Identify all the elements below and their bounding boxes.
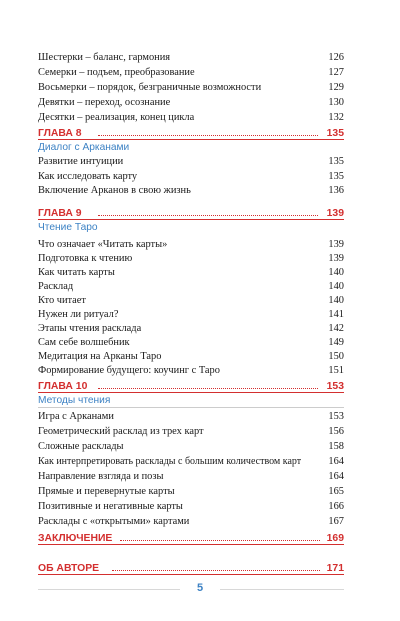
toc-entry[interactable] bbox=[38, 170, 344, 183]
entry-page: 151 bbox=[328, 365, 344, 376]
toc-entry[interactable] bbox=[38, 111, 344, 124]
toc-entry[interactable] bbox=[38, 155, 344, 168]
dot-leader bbox=[98, 384, 318, 389]
toc-entry[interactable] bbox=[38, 280, 344, 293]
toc-entry[interactable] bbox=[38, 96, 344, 109]
entry-title: Что означает «Читать карты» bbox=[38, 239, 168, 250]
toc-entry[interactable] bbox=[38, 515, 344, 528]
toc-entry[interactable] bbox=[38, 266, 344, 279]
toc-entry[interactable] bbox=[38, 350, 344, 363]
entry-page: 130 bbox=[328, 97, 344, 108]
entry-title: Сам себе волшебник bbox=[38, 337, 130, 348]
entry-page: 153 bbox=[328, 411, 344, 422]
chapter-9-heading[interactable] bbox=[38, 207, 344, 220]
chapter-10-heading[interactable] bbox=[38, 380, 344, 393]
toc-entry[interactable] bbox=[38, 485, 344, 498]
dot-leader bbox=[120, 536, 320, 541]
toc-entry[interactable] bbox=[38, 500, 344, 513]
chapter-title: ГЛАВА 9 bbox=[38, 208, 82, 219]
entry-page: 149 bbox=[328, 337, 344, 348]
page-number: 5 bbox=[196, 582, 204, 594]
entry-page: 158 bbox=[328, 441, 344, 452]
entry-title: Включение Арканов в свою жизнь bbox=[38, 185, 191, 196]
dot-leader bbox=[112, 566, 320, 571]
chapter-8-heading[interactable] bbox=[38, 127, 344, 140]
entry-title: Медитация на Арканы Таро bbox=[38, 351, 162, 362]
entry-title: Кто читает bbox=[38, 295, 86, 306]
chapter-10-subtitle: Методы чтения bbox=[38, 395, 111, 406]
entry-page: 140 bbox=[328, 295, 344, 306]
entry-title: Как читать карты bbox=[38, 267, 115, 278]
entry-page: 141 bbox=[328, 309, 344, 320]
toc-entry[interactable] bbox=[38, 308, 344, 321]
entry-title: Геометрический расклад из трех карт bbox=[38, 426, 204, 437]
toc-entry[interactable] bbox=[38, 294, 344, 307]
entry-title: Позитивные и негативные карты bbox=[38, 501, 183, 512]
entry-title: Направление взгляда и позы bbox=[38, 471, 164, 482]
chapter-page: 135 bbox=[326, 128, 344, 139]
entry-title: Подготовка к чтению bbox=[38, 253, 133, 264]
toc-entry[interactable] bbox=[38, 81, 344, 94]
toc-entry[interactable] bbox=[38, 238, 344, 251]
entry-title: Игра с Арканами bbox=[38, 411, 114, 422]
toc-entry[interactable] bbox=[38, 252, 344, 265]
toc-entry[interactable] bbox=[38, 410, 344, 423]
entry-page: 140 bbox=[328, 281, 344, 292]
entry-page: 132 bbox=[328, 112, 344, 123]
chapter-page: 153 bbox=[326, 381, 344, 392]
entry-page: 136 bbox=[328, 185, 344, 196]
entry-page: 127 bbox=[328, 67, 344, 78]
entry-page: 164 bbox=[328, 471, 344, 482]
toc-entry[interactable] bbox=[38, 364, 344, 377]
toc-entry[interactable] bbox=[38, 336, 344, 349]
toc-entry[interactable] bbox=[38, 184, 344, 197]
divider bbox=[38, 407, 344, 408]
chapter-9-subtitle: Чтение Таро bbox=[38, 222, 98, 233]
entry-page: 126 bbox=[328, 52, 344, 63]
entry-title: Шестерки – баланс, гармония bbox=[38, 52, 171, 63]
entry-title: Восьмерки – порядок, безграничные возможности bbox=[38, 82, 262, 93]
dot-leader bbox=[98, 211, 318, 216]
entry-title: Семерки – подъем, преобразование bbox=[38, 67, 195, 78]
about-author-heading[interactable] bbox=[38, 562, 344, 575]
entry-page: 139 bbox=[328, 239, 344, 250]
entry-page: 150 bbox=[328, 351, 344, 362]
entry-title: Как интерпретировать расклады с большим количеством карт bbox=[38, 456, 302, 467]
entry-title: Девятки – переход, осознание bbox=[38, 97, 171, 108]
entry-title: Сложные расклады bbox=[38, 441, 124, 452]
toc-entry[interactable] bbox=[38, 455, 344, 468]
dot-leader bbox=[98, 131, 318, 136]
toc-entry[interactable] bbox=[38, 425, 344, 438]
entry-title: Как исследовать карту bbox=[38, 171, 138, 182]
entry-title: Развитие интуиции bbox=[38, 156, 124, 167]
chapter-title: ГЛАВА 10 bbox=[38, 381, 88, 392]
entry-title: Расклад bbox=[38, 281, 74, 292]
chapter-page: 169 bbox=[326, 533, 344, 544]
chapter-page: 171 bbox=[326, 563, 344, 574]
entry-title: Этапы чтения расклада bbox=[38, 323, 142, 334]
entry-page: 166 bbox=[328, 501, 344, 512]
entry-page: 135 bbox=[328, 171, 344, 182]
chapter-page: 139 bbox=[326, 208, 344, 219]
chapter-8-subtitle: Диалог с Арканами bbox=[38, 142, 130, 153]
entry-page: 167 bbox=[328, 516, 344, 527]
entry-page: 140 bbox=[328, 267, 344, 278]
entry-page: 164 bbox=[328, 456, 344, 467]
toc-entry[interactable] bbox=[38, 470, 344, 483]
chapter-title: ОБ АВТОРЕ bbox=[38, 563, 100, 574]
toc-entry[interactable] bbox=[38, 322, 344, 335]
entry-title: Формирование будущего: коучинг с Таро bbox=[38, 365, 220, 376]
toc-entry[interactable] bbox=[38, 440, 344, 453]
entry-page: 129 bbox=[328, 82, 344, 93]
entry-page: 142 bbox=[328, 323, 344, 334]
conclusion-heading[interactable] bbox=[38, 532, 344, 545]
toc-entry[interactable] bbox=[38, 66, 344, 79]
chapter-title: ГЛАВА 8 bbox=[38, 128, 82, 139]
toc-entry[interactable] bbox=[38, 51, 344, 64]
entry-title: Расклады с «открытыми» картами bbox=[38, 516, 190, 527]
entry-page: 139 bbox=[328, 253, 344, 264]
entry-page: 156 bbox=[328, 426, 344, 437]
entry-title: Нужен ли ритуал? bbox=[38, 309, 119, 320]
entry-title: Прямые и перевернутые карты bbox=[38, 486, 175, 497]
entry-title: Десятки – реализация, конец цикла bbox=[38, 112, 195, 123]
entry-page: 165 bbox=[328, 486, 344, 497]
entry-page: 135 bbox=[328, 156, 344, 167]
chapter-title: ЗАКЛЮЧЕНИЕ bbox=[38, 533, 113, 544]
